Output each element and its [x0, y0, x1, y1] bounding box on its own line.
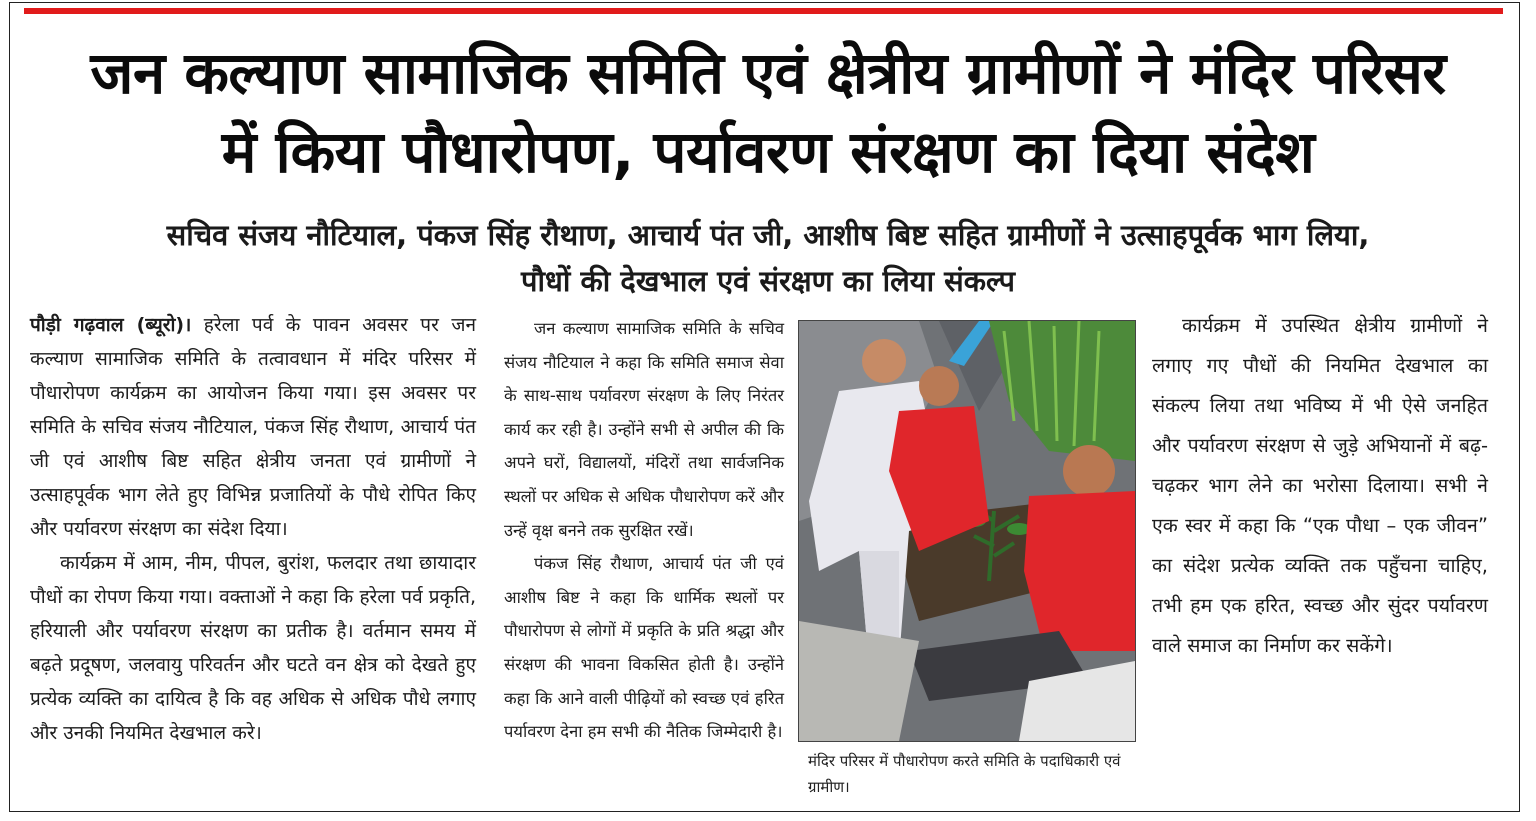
- dateline: पौड़ी गढ़वाल (ब्यूरो)।: [30, 314, 192, 336]
- headline-line-2: में किया पौधारोपण, पर्यावरण संरक्षण का दिया संदेश: [221, 118, 1315, 186]
- subheadline: [24, 212, 1512, 304]
- headline: [24, 34, 1512, 192]
- article-column-2: [504, 312, 784, 749]
- paragraph: [30, 308, 476, 546]
- article-column-1: [30, 308, 476, 750]
- photo-caption: मंदिर परिसर में पौधारोपण करते समिति के पदाधिकारी एवं ग्रामीण।: [808, 752, 1121, 796]
- subheadline-line-1: सचिव संजय नौटियाल, पंकज सिंह रौथाण, आचार्य पंत जी, आशीष बिष्ट सहित ग्रामीणों ने उत्साहपूर्वक भाग लिया,: [166, 218, 1370, 252]
- paragraph: जन कल्याण सामाजिक समिति के सचिव संजय नौटियाल ने कहा कि समिति समाज सेवा के साथ-साथ पर्यावरण संरक्षण के लिए निरंतर कार्य कर रही है। उन्होंने सभी से अपील की कि अपने घरों, विद्यालयों, मंदिरों तथा सार्वजनिक स्थलों पर अधिक से अधिक पौधारोपण करें और उन्हें वृक्ष बनने तक सुरक्षित रखें।: [504, 319, 784, 540]
- article-column-3: [1152, 306, 1488, 666]
- subheadline-line-2: पौधों की देखभाल एवं संरक्षण का लिया संकल्प: [521, 264, 1015, 298]
- top-accent-bar: [24, 8, 1503, 14]
- paragraph: पंकज सिंह रौथाण, आचार्य पंत जी एवं आशीष बिष्ट ने कहा कि धार्मिक स्थलों पर पौधारोपण से लोगों में प्रकृति के प्रति श्रद्धा और संरक्षण की भावना विकसित होती है। उन्होंने कहा कि आने वाली पीढ़ियों को स्वच्छ एवं हरित पर्यावरण देना हम सभी की नैतिक जिम्मेदारी है।: [504, 554, 784, 742]
- plantation-photo-illustration: [799, 321, 1135, 741]
- article-photo: [798, 320, 1136, 742]
- paragraph: कार्यक्रम में आम, नीम, पीपल, बुरांश, फलदार तथा छायादार पौधों का रोपण किया गया। वक्ताओं ने कहा कि हरेला पर्व प्रकृति, हरियाली और पर्यावरण संरक्षण का प्रतीक है। वर्तमान समय में बढ़ते प्रदूषण, जलवायु परिवर्तन और घटते वन क्षेत्र को देखते हुए प्रत्येक व्यक्ति का दायित्व है कि वह अधिक से अधिक पौधे लगाए और उनकी नियमित देखभाल करे।: [30, 552, 476, 744]
- paragraph: कार्यक्रम में उपस्थित क्षेत्रीय ग्रामीणों ने लगाए गए पौधों की नियमित देखभाल का संकल्प लिया तथा भविष्य में भी ऐसे जनहित और पर्यावरण संरक्षण से जुड़े अभियानों में बढ़-चढ़कर भाग लेने का भरोसा दिलाया। सभी ने एक स्वर में कहा कि “एक पौधा – एक जीवन” का संदेश प्रत्येक व्यक्ति तक पहुँचना चाहिए, तभी हम एक हरित, स्वच्छ और सुंदर पर्यावरण वाले समाज का निर्माण कर सकेंगे।: [1152, 314, 1488, 657]
- paragraph-text: हरेला पर्व के पावन अवसर पर जन कल्याण सामाजिक समिति के तत्वावधान में मंदिर परिसर में पौधारोपण कार्यक्रम का आयोजन किया गया। इस अवसर पर समिति के सचिव संजय नौटियाल, पंकज सिंह रौथाण, आचार्य पंत जी एवं आशीष बिष्ट सहित क्षेत्रीय जनता एवं ग्रामीणों ने उत्साहपूर्वक भाग लेते हुए विभिन्न प्रजातियों के पौधे रोपित किए और पर्यावरण संरक्षण का संदेश दिया।: [30, 314, 476, 540]
- headline-line-1: जन कल्याण सामाजिक समिति एवं क्षेत्रीय ग्रामीणों ने मंदिर परिसर: [90, 39, 1446, 107]
